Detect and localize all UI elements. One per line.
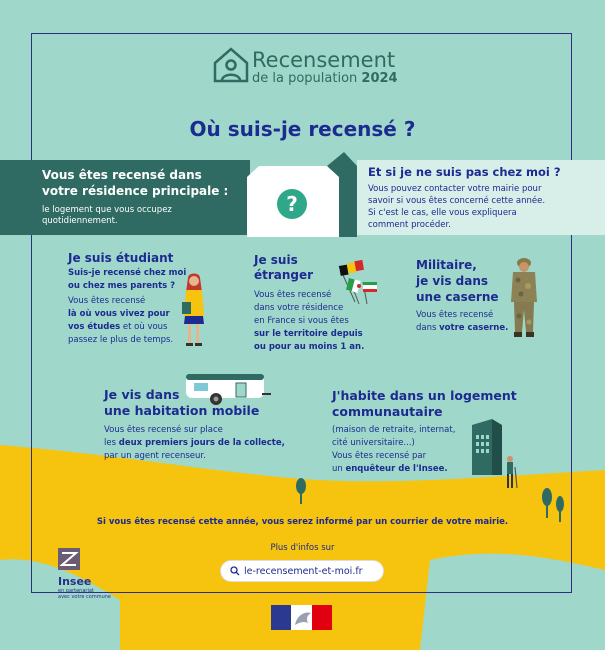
mobile-body (104, 424, 304, 463)
community-l2: cité universitaire...) (332, 438, 415, 448)
student-question (68, 267, 188, 293)
mobile-title1: Je vis dans (104, 387, 180, 402)
military-l2a: dans (416, 323, 440, 333)
mobile-title (104, 387, 304, 419)
away-line2: savoir si vous êtes concerné cette année. (368, 196, 546, 206)
military-title3: une caserne (416, 290, 499, 304)
svg-text:?: ? (286, 192, 298, 216)
insee-sub1: en partenariat (58, 588, 94, 594)
foreigner-l1: Vous êtes recensé (254, 290, 332, 300)
community-l1: (maison de retraite, internat, (332, 425, 456, 435)
foreigner-l3: en France si vous êtes (254, 316, 349, 326)
away-line4: comment procéder. (368, 220, 451, 230)
insee-sub2: avec votre commune (58, 594, 111, 600)
residence-title-line1: Vous êtes recensé dans (42, 168, 202, 182)
insee-emblem-icon (58, 548, 80, 570)
mobile-l1: Vous êtes recensé sur place (104, 425, 223, 435)
republique-francaise-logo-icon (271, 605, 332, 630)
flags-icon (333, 258, 381, 306)
insee-logo (58, 548, 111, 600)
student-l3 (68, 321, 188, 334)
residence-title-line2: votre résidence principale : (42, 184, 229, 198)
student-body (68, 295, 188, 347)
away-body (368, 183, 600, 231)
community-title2: communautaire (332, 404, 443, 419)
soldier-illustration-icon (508, 256, 540, 340)
foreigner-l2: dans votre résidence (254, 303, 344, 313)
community-l4b: enquêteur de l'Insee. (345, 464, 448, 474)
community-title1: J'habite dans un logement (332, 388, 517, 403)
student-l1: Vous êtes recensé (68, 296, 146, 306)
residence-sub-line2: quotidiennement. (42, 216, 118, 226)
student-title: Je suis étudiant (68, 251, 174, 265)
student-l3a: vos études (68, 322, 121, 332)
residence-subtitle (42, 205, 242, 227)
footer-note: Si vous êtes recensé cette année, vous serez informé par un courrier de votre mairie. (96, 517, 509, 527)
student-q2: ou chez mes parents ? (68, 281, 176, 291)
logo-subtitle (252, 71, 398, 86)
student-l3b: et où vous (120, 322, 168, 332)
tree-icon (294, 478, 308, 504)
student-l2: là où vous vivez pour (68, 309, 170, 319)
away-title: Et si je ne suis pas chez moi ? (368, 165, 561, 179)
mobile-l2 (104, 437, 304, 450)
mobile-l2b: deux premiers jours de la collecte, (118, 438, 285, 448)
mobile-l2a: les (104, 438, 119, 448)
building-icon (470, 417, 520, 491)
foreigner-title1: Je suis (254, 253, 298, 267)
question-house-icon (247, 152, 357, 237)
website-link[interactable] (221, 561, 383, 581)
community-l4a: un (332, 464, 346, 474)
logo-title: Recensement (252, 48, 396, 72)
residence-title (42, 167, 242, 199)
tree-icon (540, 488, 554, 518)
military-title1: Militaire, (416, 258, 477, 272)
military-title2: je vis dans (416, 274, 489, 288)
residence-sub-line1: le logement que vous occupez (42, 205, 172, 215)
house-person-logo-icon (212, 45, 250, 85)
foreigner-l5: ou pour au moins 1 an. (254, 342, 365, 352)
page-title: Où suis-je recensé ? (189, 117, 416, 141)
student-illustration-icon (180, 272, 210, 348)
military-l1: Vous êtes recensé (416, 310, 494, 320)
away-line3: Si c'est le cas, elle vous expliquera (368, 208, 517, 218)
student-block (68, 251, 188, 347)
website-link-text: le-recensement-et-moi.fr (244, 565, 363, 577)
foreigner-title2: étranger (254, 268, 314, 282)
military-l2b: votre caserne. (439, 323, 509, 333)
insee-partner (58, 588, 111, 600)
foreigner-l4: sur le territoire depuis (254, 329, 363, 339)
search-icon (230, 566, 240, 576)
more-info-label: Plus d'infos sur (270, 543, 335, 553)
insee-name: Insee (58, 575, 92, 588)
logo (252, 49, 398, 86)
student-l4: passez le plus de temps. (68, 335, 174, 345)
mobile-block (104, 387, 304, 463)
mobile-title2: une habitation mobile (104, 403, 260, 418)
away-line1: Vous pouvez contacter votre mairie pour (368, 184, 542, 194)
mobile-l3: par un agent recenseur. (104, 451, 206, 461)
logo-sub-prefix: de la population (252, 71, 358, 86)
logo-year: 2024 (361, 71, 398, 86)
student-q1: Suis-je recensé chez moi (68, 268, 187, 278)
community-l3: Vous êtes recensé par (332, 451, 427, 461)
community-title (332, 388, 552, 420)
